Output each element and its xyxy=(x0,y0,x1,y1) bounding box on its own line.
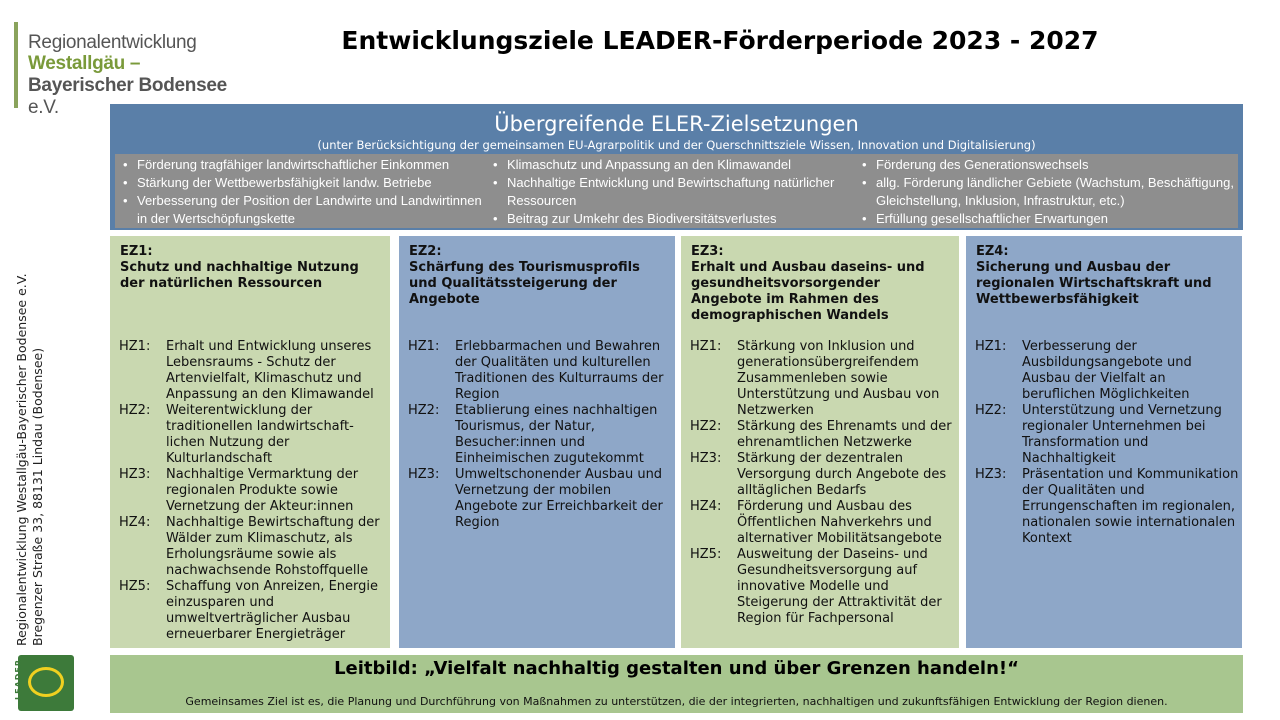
ez3-action-goals xyxy=(690,339,956,627)
action-goal-text: Umweltschonender Ausbau und Vernetzung der mobilen Angebote zur Erreichbarkeit der Region xyxy=(455,467,663,530)
logo-line-3-name: Bayerischer Bodensee xyxy=(28,75,227,96)
eler-objectives-list xyxy=(115,154,1238,228)
action-goal-code: HZ3: xyxy=(408,467,440,482)
action-goal-code: HZ3: xyxy=(690,451,722,466)
action-goal-text: Stärkung von Inklusion und generationsübergreifendem Zusammenleben sowie Unterstützung und Ausbau von Netzwerken xyxy=(737,339,940,418)
action-goal-code: HZ4: xyxy=(690,499,722,514)
action-goal-item xyxy=(408,403,674,467)
action-goal-code: HZ2: xyxy=(408,403,440,418)
mission-statement-title: Leitbild: „Vielfalt nachhaltig gestalten und über Grenzen handeln!“ xyxy=(334,658,1019,679)
ez4-title: Sicherung und Ausbau der regionalen Wirtschaftskraft und Wettbewerbsfähigkeit xyxy=(976,260,1212,307)
action-goal-item xyxy=(975,339,1241,403)
action-goal-code: HZ1: xyxy=(975,339,1007,354)
mission-statement-subtitle: Gemeinsames Ziel ist es, die Planung und Durchführung von Maßnahmen zu unterstützen, die der integrierten, nachhaltigen und zukunftsfähigen Entwicklung der Region dienen. xyxy=(185,695,1168,708)
eler-title: Übergreifende ELER-Zielsetzungen xyxy=(494,112,859,136)
eler-item: • Nachhaltige Entwicklung und Bewirtschaftung natürlicher Ressourcen xyxy=(489,174,849,210)
eler-objectives-panel xyxy=(110,104,1243,230)
action-goal-text: Stärkung des Ehrenamts und der ehrenamtlichen Netzwerke xyxy=(737,419,952,450)
ez4-action-goals xyxy=(975,339,1241,547)
development-goal-ez1 xyxy=(110,236,390,648)
logo-line-3-suffix: e.V. xyxy=(28,97,59,118)
action-goal-code: HZ1: xyxy=(408,339,440,354)
logo-line-1: Regionalentwicklung xyxy=(28,32,197,53)
action-goal-code: HZ3: xyxy=(975,467,1007,482)
ez3-heading xyxy=(691,244,949,324)
ez1-heading xyxy=(120,244,378,292)
action-goal-item xyxy=(119,339,385,403)
leader-logo-ring-icon xyxy=(28,667,64,697)
address-line-1: Regionalentwicklung Westallgäu-Bayerischer Bodensee e.V. xyxy=(14,273,29,646)
ez3-code: EZ3: xyxy=(691,244,724,259)
eler-item: • Förderung des Generationswechsels xyxy=(858,156,1238,174)
logo-line-2: Westallgäu – xyxy=(28,53,141,74)
action-goal-text: Erlebbarmachen und Bewahren der Qualitäten und kulturellen Traditionen des Kulturraums der Region xyxy=(455,339,664,402)
eler-item: • Beitrag zur Umkehr des Biodiversitätsverlustes xyxy=(489,210,849,228)
action-goal-item xyxy=(119,579,385,643)
action-goal-item xyxy=(975,467,1241,547)
action-goal-item xyxy=(408,467,674,531)
action-goal-text: Schaffung von Anreizen, Energie einzusparen und umweltverträglicher Ausbau erneuerbarer Energieträger xyxy=(166,579,378,642)
action-goal-text: Präsentation und Kommunikation der Qualitäten und Errungenschaften im regionalen, nationalen sowie internationalen Kontext xyxy=(1022,467,1239,546)
eler-item: • Stärkung der Wettbewerbsfähigkeit landw. Betriebe xyxy=(119,174,487,192)
action-goal-code: HZ5: xyxy=(690,547,722,562)
action-goal-code: HZ1: xyxy=(119,339,151,354)
action-goal-item xyxy=(690,547,956,627)
ez1-action-goals xyxy=(119,339,385,643)
action-goal-text: Erhalt und Entwicklung unseres Lebensraums - Schutz der Artenvielfalt, Klimaschutz und Anpassung an den Klimawandel xyxy=(166,339,374,402)
action-goal-code: HZ1: xyxy=(690,339,722,354)
eler-column-2 xyxy=(489,156,849,228)
action-goal-item xyxy=(119,515,385,579)
action-goal-item xyxy=(119,467,385,515)
eler-item: • Verbesserung der Position der Landwirte und Landwirtinnen in der Wertschöpfungskette xyxy=(119,192,487,228)
ez2-code: EZ2: xyxy=(409,244,442,259)
action-goal-text: Stärkung der dezentralen Versorgung durch Angebote des alltäglichen Bedarfs xyxy=(737,451,947,498)
action-goal-code: HZ2: xyxy=(690,419,722,434)
logo-accent-bar xyxy=(14,22,18,108)
action-goal-text: Ausweitung der Daseins- und Gesundheitsversorgung auf innovative Modelle und Steigerung der Attraktivität der Region für Fachpersonal xyxy=(737,547,942,626)
eler-item: • Klimaschutz und Anpassung an den Klimawandel xyxy=(489,156,849,174)
ez2-action-goals xyxy=(408,339,674,531)
development-goal-ez4 xyxy=(966,236,1242,648)
ez3-title: Erhalt und Ausbau daseins- und gesundheitsvorsorgender Angebote im Rahmen des demographischen Wandels xyxy=(691,260,925,323)
action-goal-item xyxy=(690,499,956,547)
action-goal-code: HZ4: xyxy=(119,515,151,530)
ez2-heading xyxy=(409,244,667,308)
eler-column-1 xyxy=(119,156,487,228)
eler-item: • allg. Förderung ländlicher Gebiete (Wachstum, Beschäftigung, Gleichstellung, Inklusion, Infrastruktur, etc.) xyxy=(858,174,1238,210)
action-goal-text: Nachhaltige Bewirtschaftung der Wälder zum Klimaschutz, als Erholungsräume sowie als nachwachsende Rohstoffquelle xyxy=(166,515,380,578)
eler-item: • Förderung tragfähiger landwirtschaftlicher Einkommen xyxy=(119,156,487,174)
ez1-title: Schutz und nachhaltige Nutzung der natürlichen Ressourcen xyxy=(120,260,359,291)
sidebar-address xyxy=(14,236,58,646)
ez4-heading xyxy=(976,244,1234,308)
page-title: Entwicklungsziele LEADER-Förderperiode 2023 - 2027 xyxy=(341,26,1099,55)
action-goal-item xyxy=(690,339,956,419)
action-goal-text: Etablierung eines nachhaltigen Tourismus, der Natur, Besucher:innen und Einheimischen zugutekommt xyxy=(455,403,658,466)
development-goal-ez2 xyxy=(399,236,675,648)
eler-item: • Erfüllung gesellschaftlicher Erwartungen xyxy=(858,210,1238,228)
ez4-code: EZ4: xyxy=(976,244,1009,259)
action-goal-text: Unterstützung und Vernetzung regionaler Unternehmen bei Transformation und Nachhaltigkeit xyxy=(1022,403,1222,466)
organization-logo xyxy=(14,20,254,118)
mission-statement-banner xyxy=(110,655,1243,713)
action-goal-text: Verbesserung der Ausbildungsangebote und Ausbau der Vielfalt an beruflichen Möglichkeiten xyxy=(1022,339,1192,402)
action-goal-item xyxy=(975,403,1241,467)
action-goal-text: Förderung und Ausbau des Öffentlichen Nahverkehrs und alternativer Mobilitätsangebote xyxy=(737,499,942,546)
action-goal-item xyxy=(690,419,956,451)
action-goal-code: HZ2: xyxy=(119,403,151,418)
action-goal-item xyxy=(408,339,674,403)
ez2-title: Schärfung des Tourismusprofils und Qualitätssteigerung der Angebote xyxy=(409,260,640,307)
action-goal-code: HZ3: xyxy=(119,467,151,482)
action-goal-code: HZ5: xyxy=(119,579,151,594)
action-goal-text: Weiterentwicklung der traditionellen landwirtschaft-lichen Nutzung der Kulturlandschaft xyxy=(166,403,354,466)
leader-logo xyxy=(14,655,76,713)
development-goal-ez3 xyxy=(681,236,959,648)
action-goal-code: HZ2: xyxy=(975,403,1007,418)
action-goal-item xyxy=(690,451,956,499)
eler-column-3 xyxy=(858,156,1238,228)
action-goal-item xyxy=(119,403,385,467)
eler-subtitle: (unter Berücksichtigung der gemeinsamen EU-Agrarpolitik und der Querschnittsziele Wissen, Innovation und Digitalisierung) xyxy=(317,138,1036,152)
leader-logo-text: LEADER xyxy=(14,659,23,701)
address-line-2: Bregenzer Straße 33, 88131 Lindau (Bodensee) xyxy=(30,347,45,646)
ez1-code: EZ1: xyxy=(120,244,153,259)
action-goal-text: Nachhaltige Vermarktung der regionalen Produkte sowie Vernetzung der Akteur:innen xyxy=(166,467,359,514)
